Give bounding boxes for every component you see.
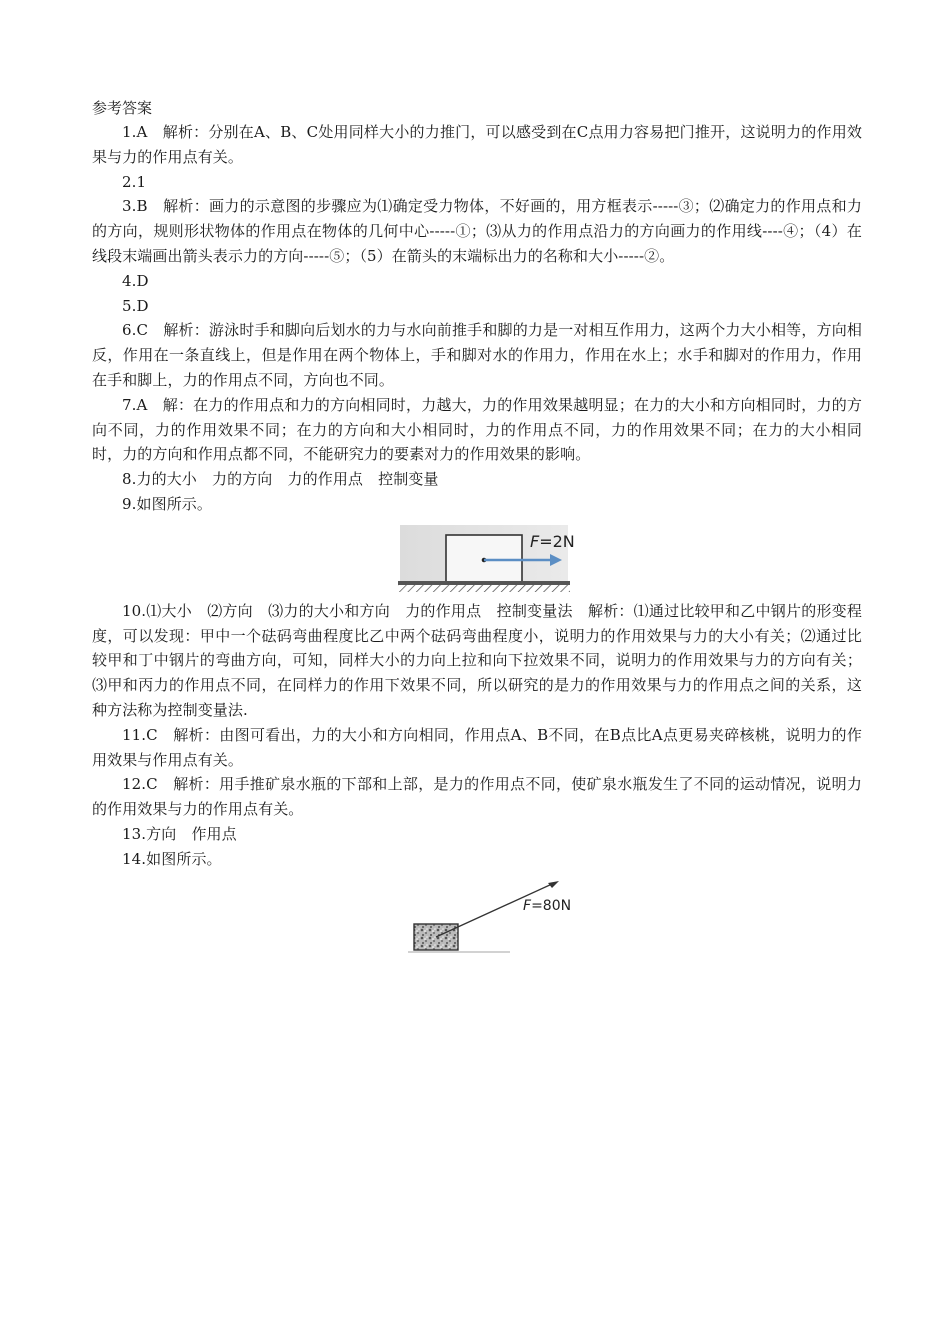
answer-6: 6.C 解析：游泳时手和脚向后划水的力与水向前推手和脚的力是一对相互作用力，这两个力大小相等，方向相反，作用在一条直线上，但是作用在两个物体上，手和脚对水的作用力，作用在水上；水手和脚对的作用力，作用在手和脚上，力的作用点不同，方向也不同。 xyxy=(92,321,862,389)
force-label: F=2N xyxy=(530,531,575,551)
figure-1-svg xyxy=(92,517,862,599)
answer-4: 4.D xyxy=(122,271,149,290)
answer-5: 5.D xyxy=(122,296,149,315)
answer-8: 8.力的大小 力的方向 力的作用点 控制变量 xyxy=(122,470,439,489)
answer-page xyxy=(92,96,862,976)
answer-3: 3.B 解析：画力的示意图的步骤应为⑴确定受力物体，不好画的，用方框表示-----③；⑵确定力的作用点和力的方向，规则形状物体的作用点在物体的几何中心-----①；⑶从力的作用点沿力的方向画力的作用线----④；（4）在线段末端画出箭头表示力的方向-----⑤；（5）在箭头的末端标出力的名称和大小-----②。 xyxy=(92,197,862,265)
ground-surface xyxy=(398,581,570,585)
answer-10: 10.⑴大小 ⑵方向 ⑶力的大小和方向 力的作用点 控制变量法 解析：⑴通过比较甲和乙中钢片的形变程度，可以发现：甲中一个砝码弯曲程度比乙中两个砝码弯曲程度小，说明力的作用效果与力的大小有关；⑵通过比较甲和丁中钢片的弯曲方向，可知，同样大小的力向上拉和向下拉效果不同，说明力的作用效果与力的方向有关；⑶甲和丙力的作用点不同，在同样力的作用下效果不同，所以研究的是力的作用效果与力的作用点之间的关系，这种方法称为控制变量法. xyxy=(92,601,862,719)
answer-13: 13.方向 作用点 xyxy=(122,824,237,843)
force-label: F=80N xyxy=(523,897,572,914)
answer-14: 14.如图所示。 xyxy=(122,849,222,868)
figure-inclined-force-diagram xyxy=(92,872,862,976)
force-arrow-head xyxy=(548,881,559,888)
ground-hatching xyxy=(398,585,570,592)
answer-9: 9.如图所示。 xyxy=(122,494,213,513)
page-heading: 参考答案 xyxy=(92,99,153,117)
answer-1: 1.A 解析：分别在A、B、C处用同样大小的力推门，可以感受到在C点用力容易把门推开，这说明力的作用效果与力的作用点有关。 xyxy=(92,123,862,166)
figure-box-force-diagram xyxy=(92,517,862,599)
answer-7: 7.A 解：在力的作用点和力的方向相同时，力越大，力的作用效果越明显；在力的大小和方向相同时，力的方向不同，力的作用效果不同；在力的方向和大小相同时，力的作用点不同，力的作用效果不同；在力的大小相同时，力的方向和作用点都不同，不能研究力的要素对力的作用效果的影响。 xyxy=(92,395,862,464)
answer-2: 2.1 xyxy=(122,172,147,191)
answer-11: 11.C 解析：由图可看出，力的大小和方向相同，作用点A、B不同，在B点比A点更易夹碎核桃，说明力的作用效果与作用点有关。 xyxy=(92,725,862,769)
answer-12: 12.C 解析：用手推矿泉水瓶的下部和上部，是力的作用点不同，使矿泉水瓶发生了不同的运动情况，说明力的作用效果与力的作用点有关。 xyxy=(92,775,862,819)
figure-2-svg xyxy=(92,872,862,976)
